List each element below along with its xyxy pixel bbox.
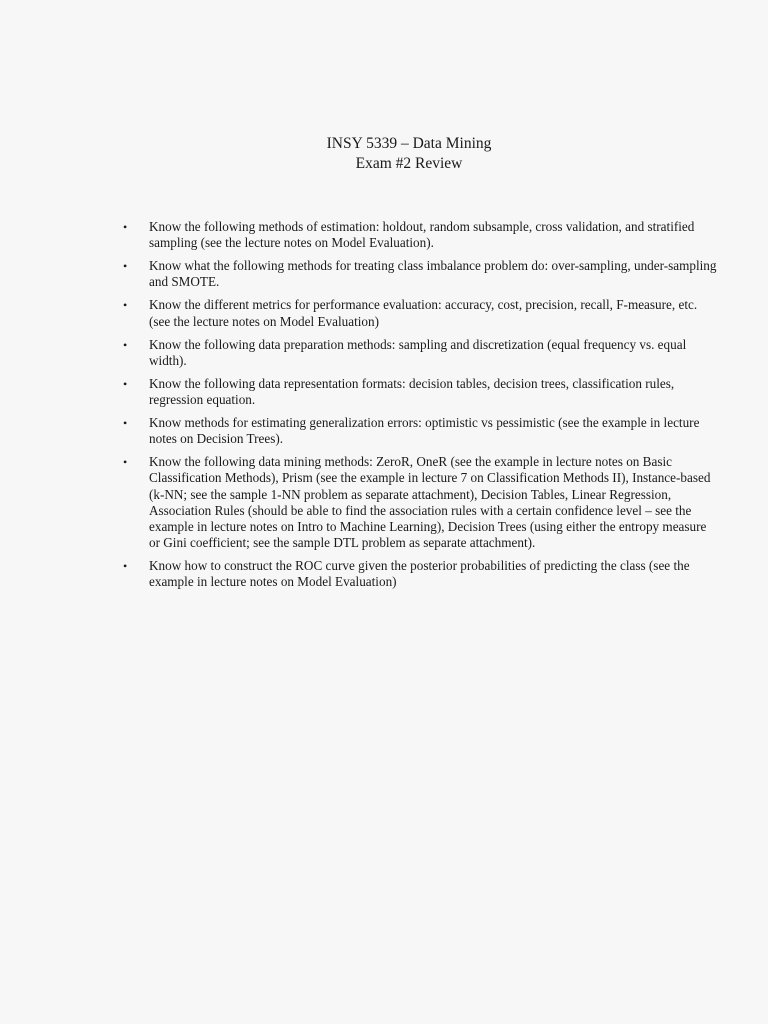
list-item <box>120 219 720 251</box>
bullet-icon: • <box>123 220 128 234</box>
list-item <box>120 558 720 590</box>
list-item-text: Know methods for estimating generalization errors: optimistic vs pessimistic (see the example in lecture notes on Decision Trees). <box>149 415 700 447</box>
bullet-icon: • <box>123 376 128 391</box>
list-item-text: Know the different metrics for performance evaluation: accuracy, cost, precision, recall, F-measure, etc. (see the lecture notes on Model Evaluation) <box>149 297 698 329</box>
title-line-2: Exam #2 Review <box>355 155 463 172</box>
bullet-icon: • <box>123 559 128 574</box>
list-item-text: Know the following data representation formats: decision tables, decision trees, classification rules, regression equation. <box>149 375 675 408</box>
list-item <box>120 258 720 290</box>
list-item <box>120 454 720 551</box>
list-item <box>120 376 720 408</box>
bullet-icon: • <box>123 259 128 274</box>
review-bullet-list <box>120 219 720 597</box>
title-line-1: INSY 5339 – Data Mining <box>326 135 492 152</box>
document-title <box>0 134 768 174</box>
bullet-icon: • <box>123 337 128 352</box>
list-item-text: Know the following data mining methods: ZeroR, OneR (see the example in lecture notes on Basic Classification Methods), Prism (see the example in lecture 7 on Classification Methods II), Instance-based (k-NN; see the sample 1-NN problem as separate attachment), Decision Tables, Linear Regression, Association Rules (should be able to find the association rules with a certain confidence level – see the example in lecture notes on Intro to Machine Learning), Decision Trees (using either the entropy measure or Gini coefficient; see the sample DTL problem as separate attachment). <box>149 454 711 551</box>
list-item-text: Know the following data preparation methods: sampling and discretization (equal frequency vs. equal width). <box>149 336 687 368</box>
list-item <box>120 337 720 369</box>
bullet-icon: • <box>123 298 128 313</box>
list-item-text: Know what the following methods for treating class imbalance problem do: over-sampling, under-sampling and SMOTE. <box>149 258 717 290</box>
list-item <box>120 415 720 447</box>
list-item-text: Know the following methods of estimation: holdout, random subsample, cross validation, and stratified sampling (see the lecture notes on Model Evaluation). <box>149 219 695 251</box>
bullet-icon: • <box>123 416 128 431</box>
bullet-icon: • <box>123 455 128 470</box>
list-item-text: Know how to construct the ROC curve given the posterior probabilities of predicting the class (see the example in lecture notes on Model Evaluation) <box>149 558 690 590</box>
list-item <box>120 297 720 329</box>
